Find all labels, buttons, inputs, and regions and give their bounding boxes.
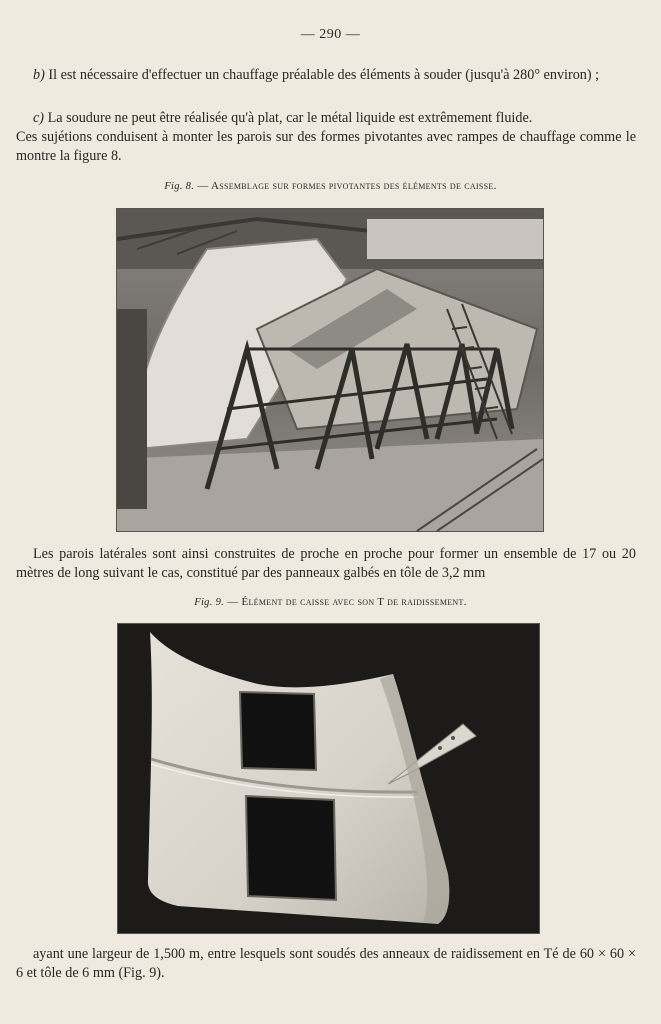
figure-9-label: Fig. 9. (194, 597, 225, 608)
paragraph-c-text: La soudure ne peut être réalisée qu'à plat, car le métal liquide est extrêmement fluide. (44, 110, 533, 126)
figure-9-caption (0, 596, 661, 608)
figure-9-photo (117, 623, 540, 934)
figure-9-title: — Élément de caisse avec son T de raidissement. (224, 596, 467, 608)
figure-8-photo (116, 208, 544, 532)
page-number: — 290 — (300, 27, 361, 42)
paragraph-c (16, 109, 636, 128)
item-label-c: c) (33, 110, 45, 126)
figure-8-label: Fig. 8. (164, 181, 195, 192)
paragraph-largeur: ayant une largeur de 1,500 m, entre lesquels sont soudés des anneaux de raidissement en Té de 60 × 60 × 6 et tôle de 6 mm (Fig. 9). (16, 946, 636, 981)
figure-8-title: — Assemblage sur formes pivotantes des éléments de caisse. (194, 180, 497, 192)
paragraph-b (16, 66, 636, 85)
paragraph-sujetions: Ces sujétions conduisent à monter les parois sur des formes pivotantes avec rampes de chauffage comme le montre la figure 8. (16, 129, 636, 164)
paragraph-b-text: Il est nécessaire d'effectuer un chauffage préalable des éléments à souder (jusqu'à 280° environ) ; (44, 67, 600, 83)
paragraph-parois: Les parois latérales sont ainsi construites de proche en proche pour former un ensemble de 17 ou 20 mètres de long suivant le cas, constitué par des panneaux galbés en tôle de 3,2 mm (16, 546, 636, 581)
item-label-b: b) (33, 67, 45, 83)
figure-8-caption (0, 180, 661, 192)
